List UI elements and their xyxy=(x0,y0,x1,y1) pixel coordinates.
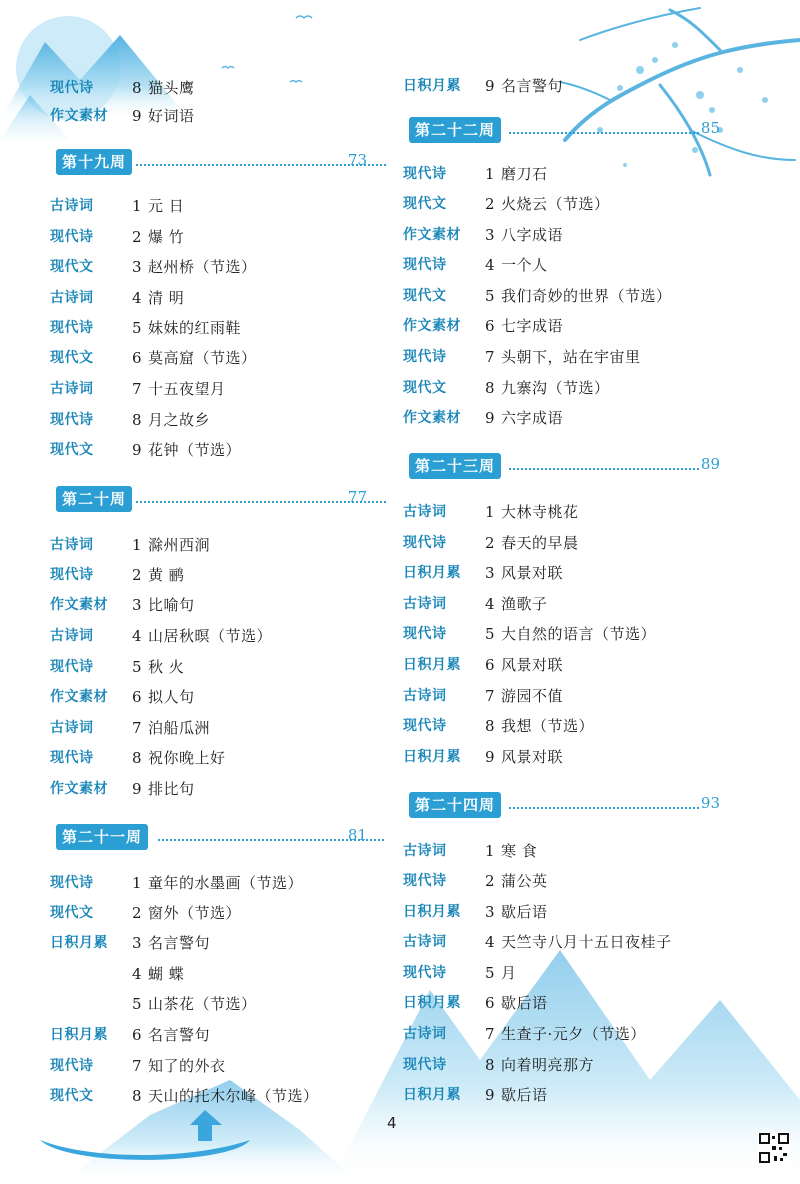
item-title: 六字成语 xyxy=(501,409,564,427)
item-number: 7 xyxy=(485,348,495,366)
item-number: 7 xyxy=(132,719,142,737)
category-label: 古诗词 xyxy=(403,688,447,704)
item-number: 5 xyxy=(485,964,495,982)
item-title: 磨刀石 xyxy=(501,165,548,183)
item-number: 4 xyxy=(132,289,142,307)
item-number: 8 xyxy=(132,411,142,429)
item-title: 山茶花（节选） xyxy=(148,995,257,1013)
item-title: 天山的托木尔峰（节选） xyxy=(148,1087,319,1105)
category-label: 现代文 xyxy=(403,288,447,304)
category-label: 现代诗 xyxy=(50,875,94,891)
category-label: 现代文 xyxy=(50,442,94,458)
right-column xyxy=(403,0,753,1184)
item-title: 童年的水墨画（节选） xyxy=(148,874,304,892)
week-page-number: 85 xyxy=(700,119,720,137)
category-label: 日积月累 xyxy=(403,904,461,920)
week-header xyxy=(50,824,370,852)
page-number: 4 xyxy=(387,1114,397,1132)
item-title: 我想（节选） xyxy=(501,717,595,735)
category-label: 现代诗 xyxy=(403,535,447,551)
item-number: 9 xyxy=(132,780,142,798)
category-label: 现代文 xyxy=(50,350,94,366)
item-number: 3 xyxy=(132,934,142,952)
item-title: 排比句 xyxy=(148,780,195,798)
item-number: 5 xyxy=(132,658,142,676)
item-number: 1 xyxy=(485,503,495,521)
item-number: 6 xyxy=(132,688,142,706)
item-number: 2 xyxy=(485,872,495,890)
week-header xyxy=(403,117,723,145)
week-header xyxy=(50,149,370,177)
item-number: 6 xyxy=(485,994,495,1012)
item-title: 头朝下，站在宇宙里 xyxy=(501,348,641,366)
item-number: 6 xyxy=(485,656,495,674)
category-label: 作文素材 xyxy=(50,689,108,705)
item-title: 知了的外衣 xyxy=(148,1057,226,1075)
item-number: 8 xyxy=(132,79,142,97)
item-title: 清 明 xyxy=(148,289,185,307)
week-header xyxy=(50,486,370,514)
category-label: 现代诗 xyxy=(403,965,447,981)
category-label: 现代诗 xyxy=(50,659,94,675)
item-title: 爆 竹 xyxy=(148,228,185,246)
category-label: 现代文 xyxy=(403,380,447,396)
category-label: 现代诗 xyxy=(50,1058,94,1074)
item-number: 8 xyxy=(132,1087,142,1105)
item-title: 祝你晚上好 xyxy=(148,749,226,767)
item-title: 莫高窟（节选） xyxy=(148,349,257,367)
item-number: 1 xyxy=(132,536,142,554)
item-title: 八字成语 xyxy=(501,226,564,244)
category-label: 现代诗 xyxy=(403,1057,447,1073)
item-title: 寒 食 xyxy=(501,842,538,860)
item-title: 滁州西涧 xyxy=(148,536,211,554)
category-label: 日积月累 xyxy=(403,749,461,765)
category-label: 古诗词 xyxy=(403,1026,447,1042)
item-title: 窗外（节选） xyxy=(148,904,242,922)
item-number: 8 xyxy=(485,717,495,735)
item-number: 5 xyxy=(485,625,495,643)
item-number: 9 xyxy=(132,107,142,125)
week-label: 第二十一周 xyxy=(56,824,148,850)
item-number: 7 xyxy=(132,1057,142,1075)
item-title: 花钟（节选） xyxy=(148,441,242,459)
item-number: 9 xyxy=(485,409,495,427)
category-label: 现代诗 xyxy=(403,166,447,182)
item-number: 7 xyxy=(132,380,142,398)
leader-dots xyxy=(509,807,699,809)
item-number: 4 xyxy=(485,933,495,951)
item-number: 2 xyxy=(132,904,142,922)
item-number: 8 xyxy=(485,379,495,397)
category-label: 现代诗 xyxy=(403,873,447,889)
item-title: 火烧云（节选） xyxy=(501,195,610,213)
item-number: 1 xyxy=(132,874,142,892)
item-title: 猫头鹰 xyxy=(148,79,195,97)
category-label: 古诗词 xyxy=(50,628,94,644)
category-label: 现代文 xyxy=(50,259,94,275)
item-number: 7 xyxy=(485,1025,495,1043)
item-title: 向着明亮那方 xyxy=(501,1056,595,1074)
item-number: 3 xyxy=(132,596,142,614)
item-title: 七字成语 xyxy=(501,317,564,335)
category-label: 现代诗 xyxy=(50,750,94,766)
category-label: 现代诗 xyxy=(50,567,94,583)
item-title: 风景对联 xyxy=(501,564,564,582)
item-title: 蝴 蝶 xyxy=(148,965,185,983)
item-number: 2 xyxy=(132,566,142,584)
item-number: 2 xyxy=(485,195,495,213)
item-number: 3 xyxy=(485,226,495,244)
week-page-number: 89 xyxy=(700,455,720,473)
category-label: 日积月累 xyxy=(403,565,461,581)
category-label: 作文素材 xyxy=(403,410,461,426)
week-page-number: 81 xyxy=(347,826,367,844)
item-title: 秋 火 xyxy=(148,658,185,676)
item-number: 5 xyxy=(132,995,142,1013)
item-title: 大自然的语言（节选） xyxy=(501,625,657,643)
item-number: 3 xyxy=(485,903,495,921)
leader-dots xyxy=(509,468,699,470)
item-title: 赵州桥（节选） xyxy=(148,258,257,276)
item-title: 风景对联 xyxy=(501,656,564,674)
category-label: 古诗词 xyxy=(50,381,94,397)
category-label: 古诗词 xyxy=(403,843,447,859)
week-label: 第二十三周 xyxy=(409,453,501,479)
item-title: 黄 鹂 xyxy=(148,566,185,584)
item-number: 8 xyxy=(132,749,142,767)
item-number: 3 xyxy=(132,258,142,276)
item-number: 2 xyxy=(485,534,495,552)
item-title: 游园不值 xyxy=(501,687,564,705)
item-title: 元 日 xyxy=(148,197,185,215)
item-number: 5 xyxy=(132,319,142,337)
item-number: 1 xyxy=(485,165,495,183)
category-label: 古诗词 xyxy=(403,596,447,612)
item-title: 泊船瓜洲 xyxy=(148,719,211,737)
category-label: 古诗词 xyxy=(50,720,94,736)
item-title: 蒲公英 xyxy=(501,872,548,890)
category-label: 作文素材 xyxy=(403,318,461,334)
category-label: 现代文 xyxy=(50,905,94,921)
item-number: 4 xyxy=(485,595,495,613)
item-title: 生查子·元夕（节选） xyxy=(501,1025,646,1043)
category-label: 作文素材 xyxy=(50,781,108,797)
category-label: 现代文 xyxy=(403,196,447,212)
item-title: 妹妹的红雨鞋 xyxy=(148,319,242,337)
item-title: 我们奇妙的世界（节选） xyxy=(501,287,672,305)
week-label: 第二十周 xyxy=(56,486,132,512)
item-title: 九寨沟（节选） xyxy=(501,379,610,397)
item-number: 4 xyxy=(132,627,142,645)
category-label: 现代诗 xyxy=(50,229,94,245)
week-label: 第二十二周 xyxy=(409,117,501,143)
item-title: 比喻句 xyxy=(148,596,195,614)
week-header xyxy=(403,792,723,820)
item-number: 4 xyxy=(485,256,495,274)
item-number: 7 xyxy=(485,687,495,705)
qr-code-icon xyxy=(758,1132,790,1164)
item-title: 歇后语 xyxy=(501,994,548,1012)
item-number: 9 xyxy=(485,748,495,766)
item-title: 歇后语 xyxy=(501,903,548,921)
left-column xyxy=(50,0,400,1184)
category-label: 日积月累 xyxy=(50,935,108,951)
category-label: 现代诗 xyxy=(403,349,447,365)
category-label: 古诗词 xyxy=(50,537,94,553)
category-label: 日积月累 xyxy=(50,1027,108,1043)
week-label: 第二十四周 xyxy=(409,792,501,818)
item-number: 2 xyxy=(132,228,142,246)
item-title: 月之故乡 xyxy=(148,411,211,429)
item-number: 6 xyxy=(485,317,495,335)
category-label: 作文素材 xyxy=(50,108,108,124)
item-title: 渔歌子 xyxy=(501,595,548,613)
item-title: 山居秋暝（节选） xyxy=(148,627,273,645)
item-title: 名言警句 xyxy=(148,1026,211,1044)
item-number: 4 xyxy=(132,965,142,983)
item-title: 风景对联 xyxy=(501,748,564,766)
item-title: 歇后语 xyxy=(501,1086,548,1104)
category-label: 作文素材 xyxy=(50,597,108,613)
category-label: 现代诗 xyxy=(403,626,447,642)
item-title: 月 xyxy=(501,964,517,982)
item-number: 3 xyxy=(485,564,495,582)
category-label: 古诗词 xyxy=(50,290,94,306)
category-label: 现代诗 xyxy=(50,320,94,336)
item-number: 9 xyxy=(485,1086,495,1104)
item-title: 春天的早晨 xyxy=(501,534,579,552)
category-label: 日积月累 xyxy=(403,78,461,94)
item-title: 十五夜望月 xyxy=(148,380,226,398)
category-label: 现代诗 xyxy=(50,412,94,428)
item-number: 6 xyxy=(132,1026,142,1044)
week-label: 第十九周 xyxy=(56,149,132,175)
item-title: 大林寺桃花 xyxy=(501,503,579,521)
week-header xyxy=(403,453,723,481)
leader-dots xyxy=(509,132,699,134)
item-number: 6 xyxy=(132,349,142,367)
week-page-number: 73 xyxy=(347,151,367,169)
category-label: 古诗词 xyxy=(403,504,447,520)
category-label: 作文素材 xyxy=(403,227,461,243)
category-label: 古诗词 xyxy=(403,934,447,950)
item-number: 8 xyxy=(485,1056,495,1074)
week-page-number: 77 xyxy=(347,488,367,506)
category-label: 日积月累 xyxy=(403,657,461,673)
item-title: 一个人 xyxy=(501,256,548,274)
item-title: 名言警句 xyxy=(148,934,211,952)
item-number: 9 xyxy=(485,77,495,95)
item-title: 天竺寺八月十五日夜桂子 xyxy=(501,933,672,951)
item-title: 名言警句 xyxy=(501,77,564,95)
category-label: 现代诗 xyxy=(50,80,94,96)
category-label: 日积月累 xyxy=(403,995,461,1011)
category-label: 日积月累 xyxy=(403,1087,461,1103)
item-number: 1 xyxy=(485,842,495,860)
category-label: 现代诗 xyxy=(403,718,447,734)
item-title: 好词语 xyxy=(148,107,195,125)
item-title: 拟人句 xyxy=(148,688,195,706)
item-number: 5 xyxy=(485,287,495,305)
category-label: 古诗词 xyxy=(50,198,94,214)
item-number: 9 xyxy=(132,441,142,459)
week-page-number: 93 xyxy=(700,794,720,812)
item-number: 1 xyxy=(132,197,142,215)
category-label: 现代文 xyxy=(50,1088,94,1104)
category-label: 现代诗 xyxy=(403,257,447,273)
